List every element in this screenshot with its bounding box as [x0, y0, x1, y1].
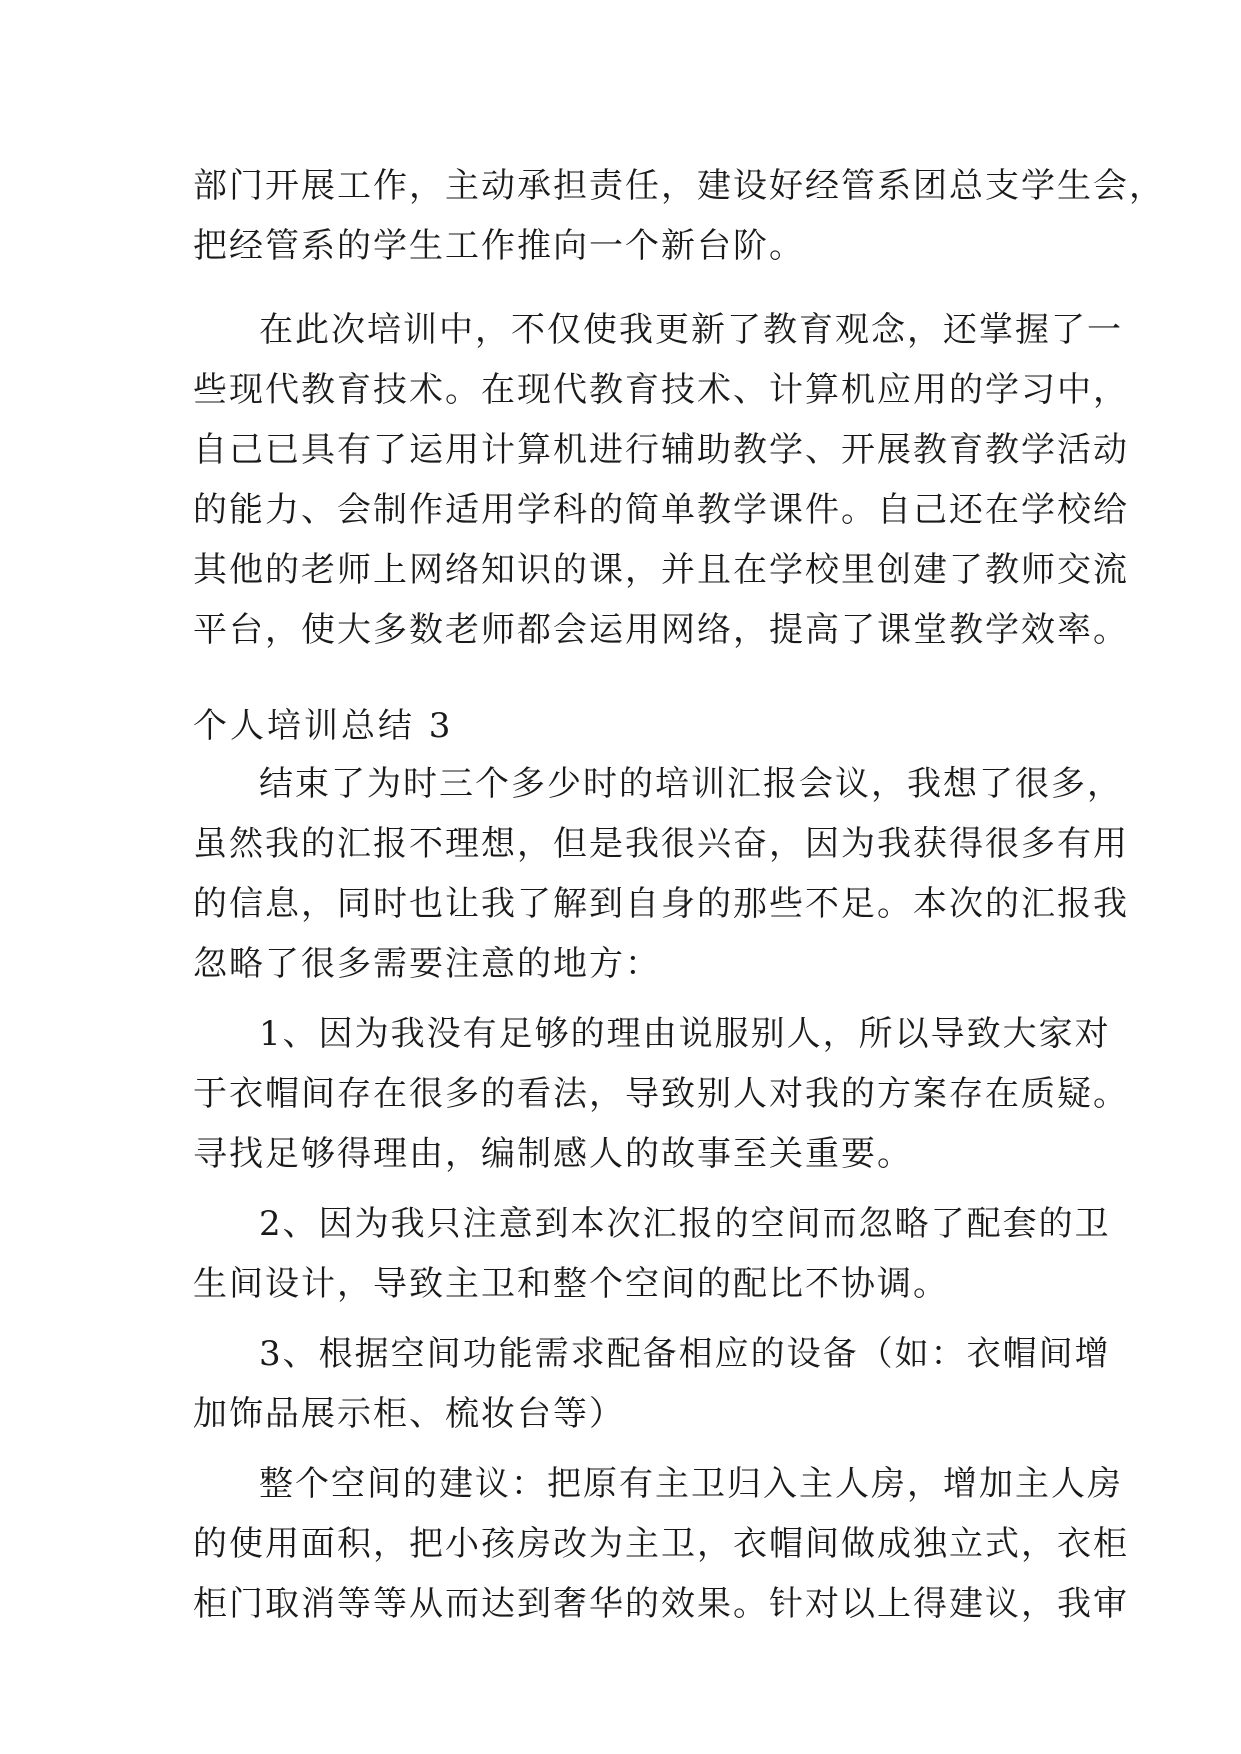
paragraph-line: 结束了为时三个多少时的培训汇报会议，我想了很多， [259, 764, 1123, 804]
paragraph-line: 柜门取消等等从而达到奢华的效果。针对以上得建议，我审 [193, 1584, 1129, 1624]
list-item-line: 1、因为我没有足够的理由说服别人，所以导致大家对 [259, 1014, 1111, 1054]
list-item-line: 于衣帽间存在很多的看法，导致别人对我的方案存在质疑。 [193, 1074, 1129, 1114]
paragraph-line: 整个空间的建议：把原有主卫归入主人房，增加主人房 [259, 1464, 1123, 1504]
section-heading: 个人培训总结 3 [193, 706, 454, 746]
paragraph-line: 虽然我的汇报不理想，但是我很兴奋，因为我获得很多有用 [193, 824, 1129, 864]
list-item-line: 寻找足够得理由，编制感人的故事至关重要。 [193, 1134, 913, 1174]
list-item-line: 2、因为我只注意到本次汇报的空间而忽略了配套的卫 [259, 1204, 1111, 1244]
paragraph-line: 些现代教育技术。在现代教育技术、计算机应用的学习中， [193, 370, 1129, 410]
paragraph-line: 自己已具有了运用计算机进行辅助教学、开展教育教学活动 [193, 430, 1129, 470]
paragraph-line: 的使用面积，把小孩房改为主卫，衣帽间做成独立式，衣柜 [193, 1524, 1129, 1564]
paragraph-line: 把经管系的学生工作推向一个新台阶。 [193, 226, 805, 266]
paragraph-line: 的信息，同时也让我了解到自身的那些不足。本次的汇报我 [193, 884, 1129, 924]
list-item-line: 生间设计，导致主卫和整个空间的配比不协调。 [193, 1264, 949, 1304]
paragraph-line: 其他的老师上网络知识的课，并且在学校里创建了教师交流 [193, 550, 1129, 590]
paragraph-line: 平台，使大多数老师都会运用网络，提高了课堂教学效率。 [193, 610, 1129, 650]
list-item-line: 3、根据空间功能需求配备相应的设备（如：衣帽间增 [259, 1334, 1111, 1374]
paragraph-line: 部门开展工作，主动承担责任，建设好经管系团总支学生会， [193, 166, 1165, 206]
paragraph-line: 忽略了很多需要注意的地方： [193, 944, 661, 984]
paragraph-line: 的能力、会制作适用学科的简单教学课件。自己还在学校给 [193, 490, 1129, 530]
paragraph-line: 在此次培训中，不仅使我更新了教育观念，还掌握了一 [259, 310, 1123, 350]
list-item-line: 加饰品展示柜、梳妆台等） [193, 1394, 625, 1434]
